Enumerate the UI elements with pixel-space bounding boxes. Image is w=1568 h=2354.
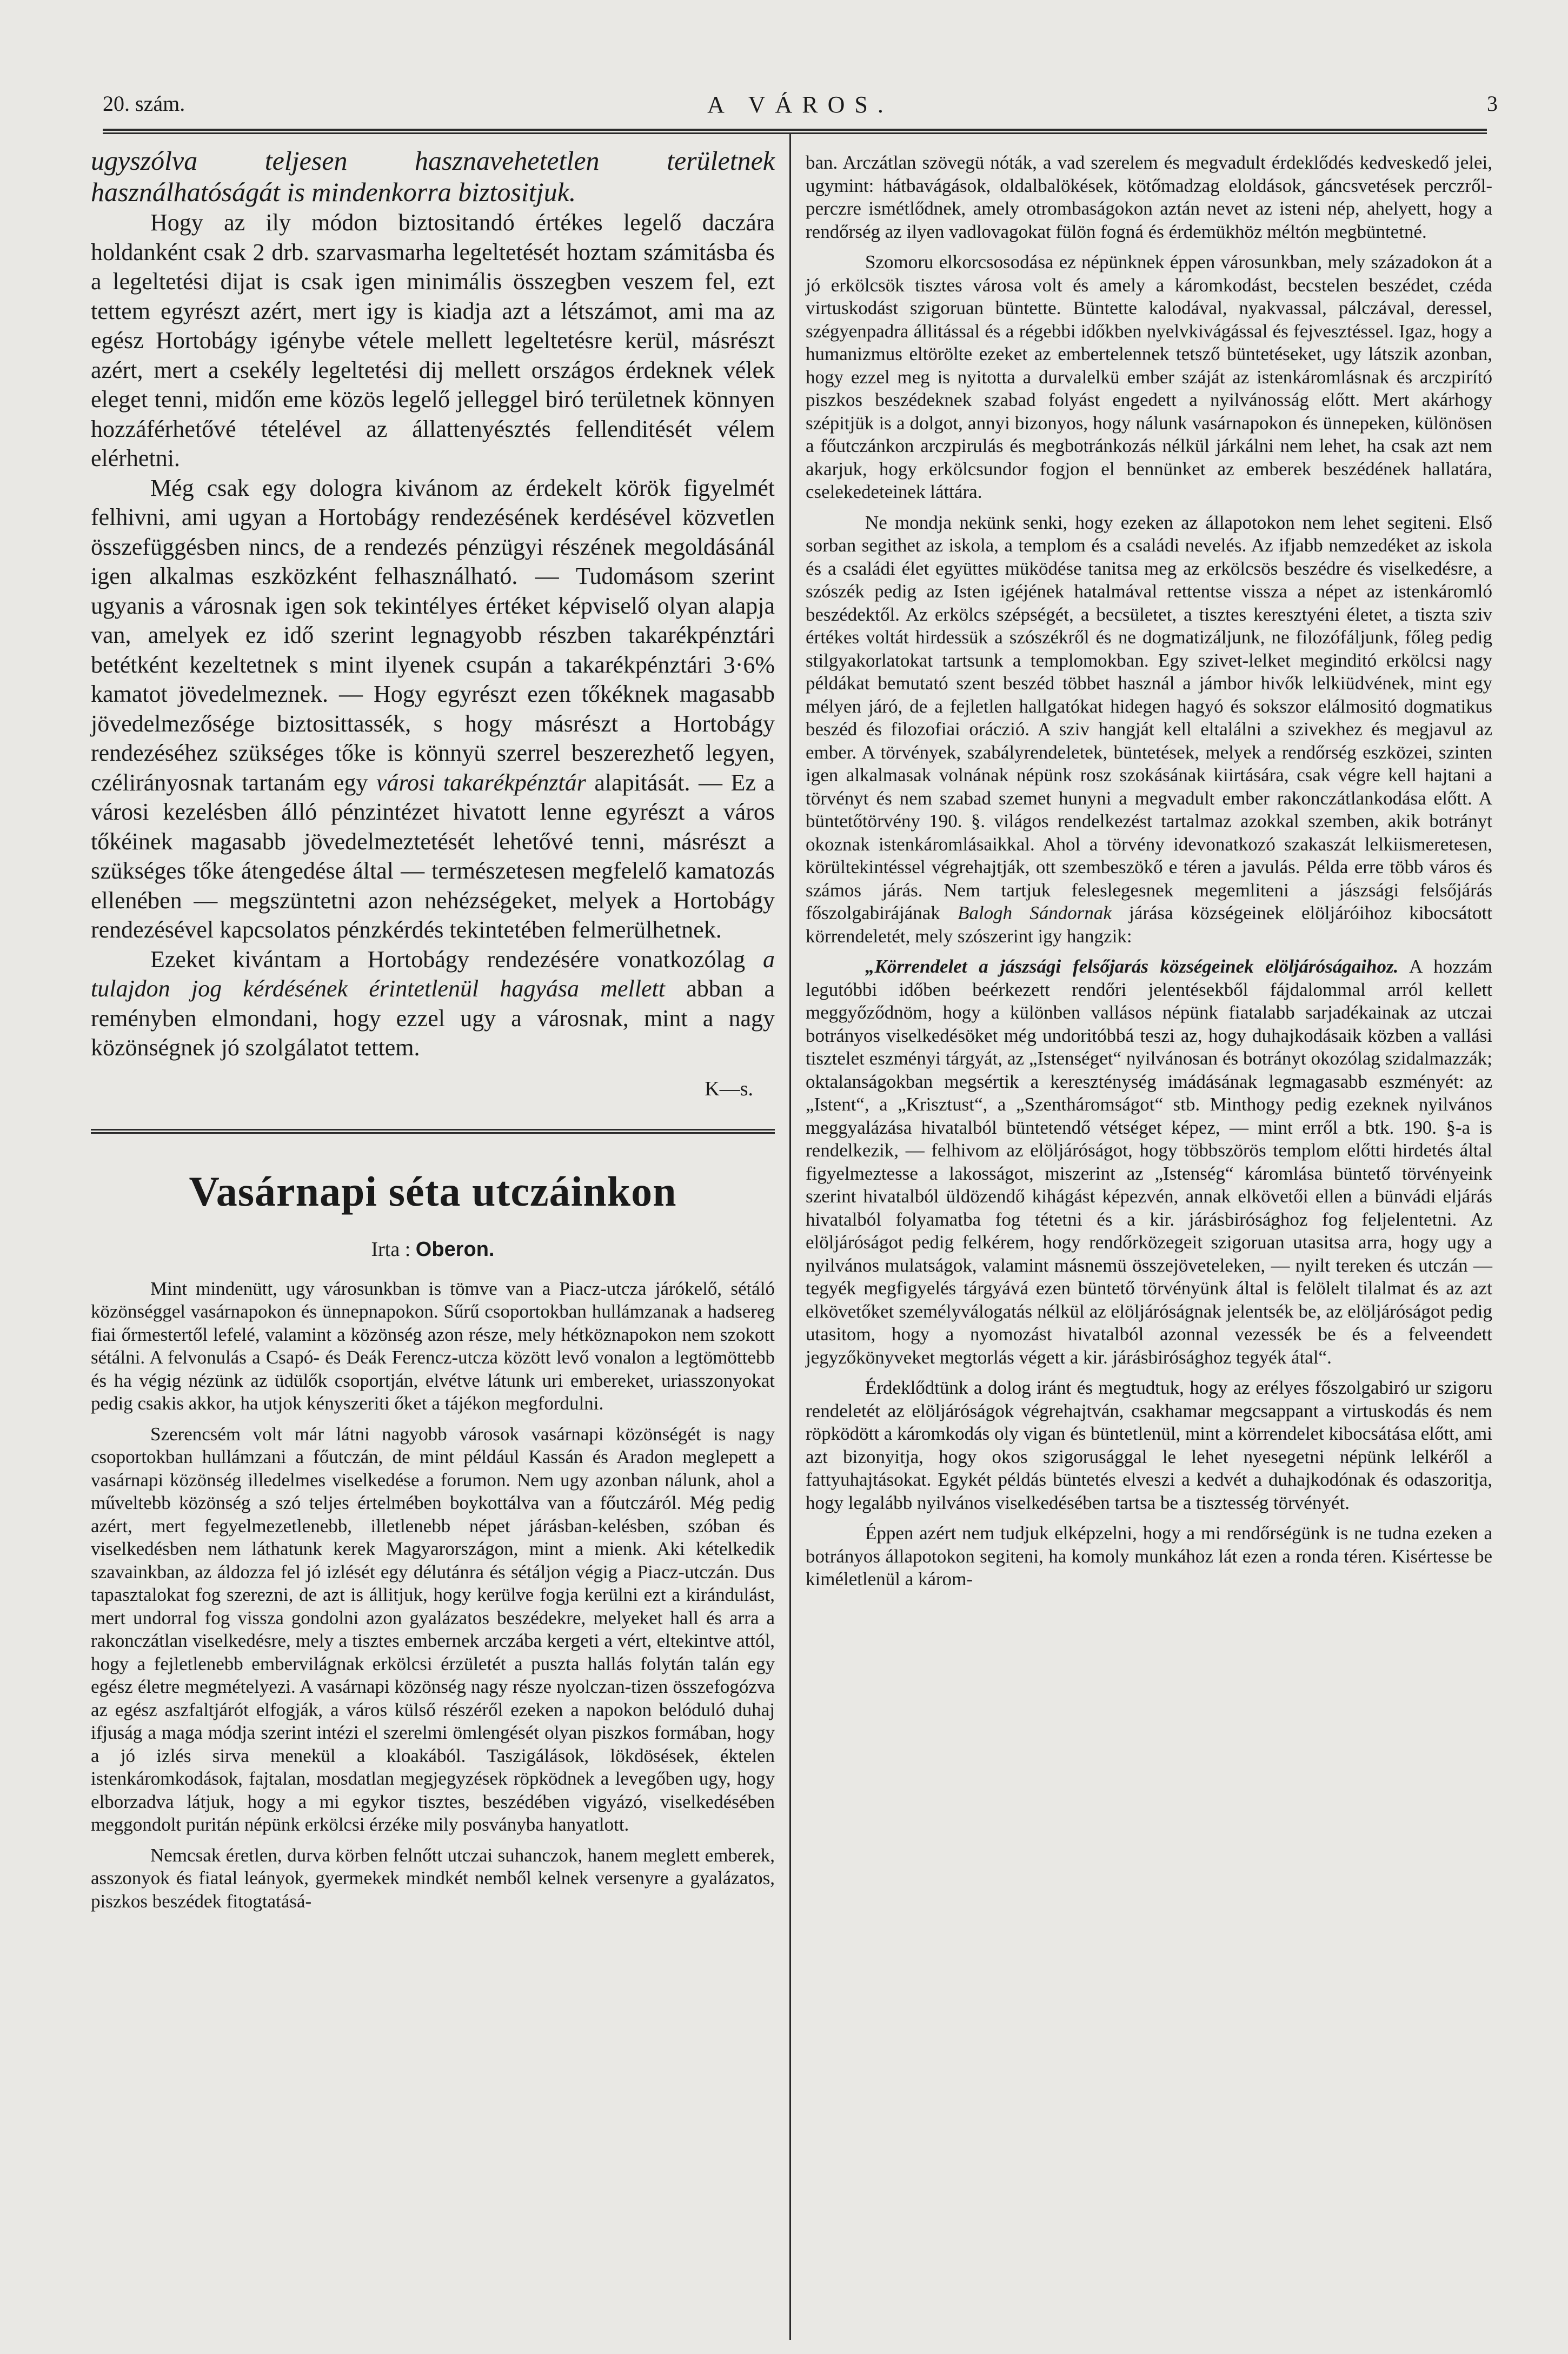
italic-emphasis: a tulajdon jog kérdésének érintetlenül hagyása mellett bbox=[91, 946, 775, 1002]
page-header bbox=[103, 87, 1498, 124]
paragraph: Szomoru elkorcsosodása ez népünknek éppen városunkban, mely századokon át a jó erkölcsök tisztes városa volt és amely a káromkodást, becstelen beszédet, czéda virtuskodást szigoruan büntette. Büntette kalodával, nyakvassal, pálczával, deressel, szégyenpadra állitással és a régebbi időkben nyelvkivágással és fejvesztéssel. Igaz, hogy a humanizmus eltörölte ezeket az embertelennek tetsző büntetéseket, ugy látszik azonban, hogy ezzel meg is nyitotta a durvalelkü ember száját az istenkáromlásnak és arczpirító piszkos beszédeknek szabad folyást engedett a nyilvánosság előtt. Mert akárhogy szépitjük is a dolgot, annyi bizonyos, hogy nálunk vasárnapokon és ünnepeken, különösen a főutczánkon arczpirulás és megbotránkozás nélkül járkálni nem lehet, ha csak azt nem akarjuk, hogy erkölcsundor fogjon el bennünket az emberek beszédének hallatára, cselekedeteinek láttára. bbox=[806, 251, 1492, 502]
italic-emphasis: városi takarékpénztár bbox=[376, 769, 586, 796]
header-double-rule bbox=[103, 129, 1487, 134]
column-divider bbox=[789, 134, 791, 2340]
paragraph: Éppen azért nem tudjuk elképzelni, hogy a mi rendőrségünk is ne tudna ezeken a botrányos állapotokon segiteni, ha komoly munkához lát ezen a ronda téren. Kisértesse be kiméletlenül a károm- bbox=[806, 1522, 1492, 1590]
paragraph: Nemcsak éretlen, durva körben felnőtt utczai suhanczok, hanem meglett emberek, asszonyok és fiatal leányok, gyermekek mindkét nemből kelnek versenyre a gyalázatos, piszkos beszédek fitogtatásá- bbox=[91, 1844, 775, 1912]
article-vasarnapi-seta bbox=[91, 1167, 775, 1913]
byline-label: Irta : bbox=[371, 1238, 411, 1261]
right-column bbox=[806, 151, 1492, 1591]
page-number: 3 bbox=[1487, 91, 1498, 116]
article-separator-rule bbox=[91, 1129, 775, 1134]
byline-author: Oberon. bbox=[415, 1238, 495, 1261]
paragraph: Érdeklődtünk a dolog iránt és megtudtuk, hogy az erélyes főszolgabiró ur szigoru rendeletét az elöljáróságok végrehajtván, csakhamar megcsappant a virtuskodás és nem röpködött a káromkodás oly vigan és büntetlenül, mint a körrendelet kibocsátása előtt, ami azt bizonyitja, hogy okos szigorusággal le lehet nyesegetni népünk lelkéről a fattyuhajtásokat. Egykét példás büntetés elveszi a kedvét a duhajkodónak és odaszoritja, hogy legalább nyilvános viselkedésében tartsa be a tisztesség törvényét. bbox=[806, 1377, 1492, 1513]
paragraph: Ne mondja nekünk senki, hogy ezeken az állapotokon nem lehet segiteni. Első sorban segithet az iskola, a templom és a családi nevelés. Az ifjabb nemzedéket az iskola és a családi élet együttes müködése tanitsa meg az erkölcsös beszédre és viselkedésre, a szószék pedig az Isten igéjének hatalmával rettentse vissza a népet az istenkáromló beszédektől. Az erkölcs szépségét, a becsületet, a tisztes keresztyéni életet, a tiszta sziv értékes voltát hirdessük a szószékről és ne dogmatizáljunk, ne filozófáljunk, főleg pedig stilgyakorlatokat tartsunk a templomokban. Egy szivet-lelket meginditó erkölcsi nagy példákat bemutató szent beszéd többet használ a jámbor hivők lelkiüdvének, mint egy mélyen járó, de a fejletlen hallgatókat hidegen hagyó és sokszor elálmositó dogmatikus beszéd és filozofiai oráczió. A sziv hangját kell eltalálni a szivekhez és megjavul az ember. A törvények, szabályrendeletek, büntetések, melyek a rendőrség eszközei, szinten igen alkalmasak volnának népünk rosz szokásának kiirtására, csak végre kell hajtani a törvényt és nem szabad szemet hunyni a megvadult ember rakonczátlankodása előtt. A büntetőtörvény 190. §. világos rendelkezést tartalmaz azokkal szemben, akik botrányt okoznak istenkáromlásaikkal. Ahol a törvény idevonatkozó szakaszát lelkiismeretesen, körültekintéssel végrehajtják, ott szembeszökő e téren a javulás. Példa erre több város és számos járás. Nem tartjuk feleslegesnek megemliteni a jászsági felsőjárás főszolgabirájának Balogh Sándornak járása községeinek elöljáróihoz kibocsátott körrendeletét, mely szószerint igy hangzik: bbox=[806, 511, 1492, 947]
byline bbox=[91, 1238, 775, 1261]
italic-name: Balogh Sándornak bbox=[957, 902, 1112, 923]
paragraph: Még csak egy dologra kivánom az érdekelt körök figyelmét felhivni, ami ugyan a Hortobágy rendezésének kerdésével közvetlen összefüggésben nincs, de a rendezés pénzügyi részének megoldásánál igen alkalmas eszközként felhasználható. — Tudomásom szerint ugyanis a városnak igen sok tekintélyes értéket képviselő olyan alapja van, amelyek ez idő szerint legnagyobb részben takarékpénztári betétként kezeltetnek s mint ilyenek csupán a takarékpénztári 3·6% kamatot jövedelmeznek. — Hogy egyrészt ezen tőkéknek magasabb jövedelmezősége biztosittassék, s hogy másrészt a Hortobágy rendezéséhez szükséges tőke is könnyü szerrel beszerezhető legyen, czélirányosnak tartanám egy városi takarékpénztár alapitását. — Ez a városi kezelésben álló pénzintézet hivatott lenne egyrészt a város tőkéinek magasabb jövedelmeztetését lehetővé tenni, másrészt a szükséges tőke átengedése által — természetesen megfelelő kamatozás ellenében — megszüntetni azon nehézségeket, melyek a Hortobágy rendezésével kapcsolatos pénzkérdés tekintetében felmerülhetnek. bbox=[91, 474, 775, 943]
left-column bbox=[91, 146, 775, 1913]
newspaper-title: A VÁROS. bbox=[707, 91, 893, 118]
paragraph: ban. Arczátlan szövegü nóták, a vad szerelem és megvadult érdeklődés kedveskedő jelei, ugymint: hátbavágások, oldalbalökések, kötőmadzag eloldások, gáncsvetések perczről-perczre ismétlődnek, amely otrombaságokon aztán nevet az isteni nép, ahelyett, hogy a rendőrség az ilyen vadlovagokat fülön fogná és érdemükhöz méltón megbüntetné. bbox=[806, 152, 1492, 242]
article-title: Vasárnapi séta utczáinkon bbox=[189, 1167, 677, 1215]
author-signature: K—s. bbox=[705, 1077, 753, 1100]
article-hortobagy bbox=[91, 146, 775, 1101]
paragraph: Hogy az ily módon biztositandó értékes legelő daczára holdanként csak 2 drb. szarvasmarha legeltetését hoztam számitásba és a legeltetési dijat is csak igen minimális összegben veszem fel, ezt tettem egyrészt azért, mert igy is kiadja azt a létszámot, ami ma az egész Hortobágy igénybe vétele mellett legeltetésre kerül, másrészt azért, mert a csekély legeltetési dij mellett országos érdeknek vélek eleget tenni, midőn eme közös legelő jelleggel biró területnek könnyen hozzáférhetővé tételével az állattenyésztés fellenditését vélem elérhetni. bbox=[91, 209, 775, 471]
paragraph: Mint mindenütt, ugy városunkban is tömve van a Piacz-utcza járókelő, sétáló közönséggel vasárnapokon és ünnepnapokon. Sűrű csoportokban hullámzanak a hadsereg fiai őrmestertől lefelé, valamint a közönség azon része, mely hétköznapokon nem szokott sétálni. A felvonulás a Csapó- és Deák Ferencz-utcza között levő vonalon a legtömöttebb és ha végig nézünk az üdülők csoportján, elvétve látunk uri embereket, uriasszonyokat pedig csakis akkor, ha utjok kényszeriti őket a tájékon megfordulni. bbox=[91, 1278, 775, 1414]
issue-number: 20. szám. bbox=[103, 91, 185, 116]
decree-title: „Körrendelet a jászsági felsőjarás községeinek elöljáróságaihoz. bbox=[865, 956, 1399, 977]
paragraph: Szerencsém volt már látni nagyobb városok vasárnapi közönségét is nagy csoportokban hullámzani a főutczán, de mint például Kassán és Aradon meglepett a vasárnapi közönség illedelmes viselkedése a forumon. Nem ugy azonban nálunk, ahol a műveltebb közönség a szó teljes értelmében boykottálva van a főutczáról. Még pedig azért, mert fegyelmezetlenebb, illetlenebb népet járásban-kelésben, szóban és viselkedésben nem láthatunk kerek Magyarországon, mint a mienk. Aki kételkedik szavainkban, az áldozza fel jó izlését egy délutánra és sétáljon végig a Piacz-utczán. Dus tapasztalokat fog szerezni, de azt is állitjuk, hogy kerülve fogja kerülni ezt a kirándulást, mert undorral fog vissza gondolni azon gyalázatos beszédekre, melyeket hall és arra a rakonczátlan viselkedésre, mely a tisztes embernek arczába kergeti a vért, eltekintve attól, hogy a fejletlenebb embervilágnak erkölcsi érzületét a puszta hallás folytán talán egy egész életre megmételyezi. A vasárnapi közönség nagy része nyolczan-tizen összefogózva az egész aszfaltjárót elfogják, a város külső részéről ezeken a napokon belóduló duhaj ifjuság a maga módja szerint intézi el szerelmi ömlengését olyan piszkos formában, hogy a jó izlés sirva menekül a kloakából. Taszigálások, lökdösések, éktelen istenkáromkodások, fajtalan, mosdatlan megjegyzések röpködnek a levegőben ugy, hogy elborzadva látjuk, hogy a mi egykor tisztes, beszédében vigyázó, viselkedésében meggondolt puritán népünk erkölcsi érzéke mily posványba hanyatlott. bbox=[91, 1423, 775, 1835]
paragraph: Ezeket kivántam a Hortobágy rendezésére vonatkozólag a tulajdon jog kérdésének érintetlenül hagyása mellett abban a reményben elmondani, hogy ezzel ugy a városnak, mint a nagy közönségnek jó szolgálatot tettem. bbox=[91, 946, 775, 1061]
lead-italic-text: ugyszólva teljesen hasznavehetetlen területnek használhatóságát is mindenkorra biztositjuk. bbox=[91, 145, 775, 207]
decree-quote: „Körrendelet a jászsági felsőjarás községeinek elöljáróságaihoz. A hozzám legutóbbi időben beérkezett rendőri jelentésekből fájdalommal arról kellett meggyőződnöm, hogy a különben vallásos népünk fiatalabb sarjadékainak az utczai botrányos viselkedésöket még undoritóbbá teszi az, hogy duhajkodásaik közben a vallási tisztelet eszményi tárgyát, az „Istenséget“ nyilvánosan és botrányt okozólag szidalmazzák; oktalanságokban megsértik a kereszténység imádásának legmagasabb eszményét: az „Istent“, a „Krisztust“, a „Szentháromságot“ stb. Minthogy pedig ezeknek nyilvános meggyalázása hivatalból büntetendő vétséget képez, — mint erről a btk. 190. §-a is rendelkezik, — felhivom az elöljáróságot, hogy többszörös templom előtti hirdetés által figyelmeztesse a lakosságot, miszerint az „Istenség“ káromlása büntető törvényeink szerint hivatalból üldözendő kihágást képezvén, annak elkövetői ellen a bünvádi eljárás hivatalból folyamatba fog tétetni és a kir. járásbirósághoz fog feljelentetni. Az elöljáróságot pedig felkérem, hogy rendőrközegeit szigoruan utasitsa arra, hogy ugy a nyilvános mulatságok, valamint másnemü összejöveteleken, — nyilt tereken és utczán — tegyék megfigyelés tárgyává ezen büntető törvényünk által is felölelt tilalmat és az azt elkövetőket személyválogatás nélkül az elöljáróságnak jelentsék be, az elöljáróságot pedig utasitom, hogy a nyomozást hivatalból azonnal vezessék be és a felveendett jegyzőkönyveket megtorlás végett a kir. járásbirósághoz tegyék átal“. bbox=[806, 956, 1492, 1368]
